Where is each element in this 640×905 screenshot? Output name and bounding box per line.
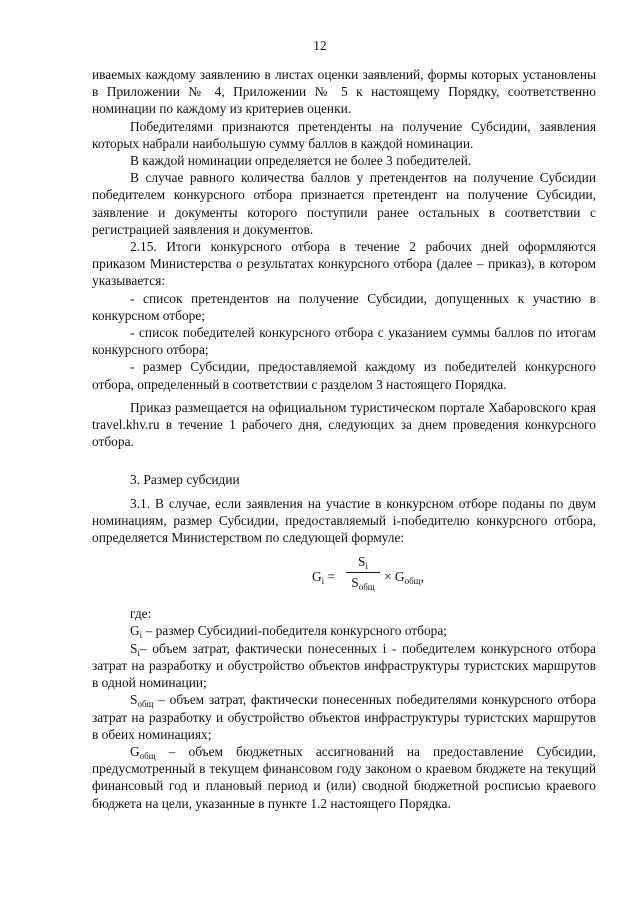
list-item-subsidy-size: - размер Субсидии, предоставляемой каждому из победителей конкурсного отбора, определенный в соответствии с разделом 3 настоящего Порядка. bbox=[92, 359, 596, 392]
paragraph-winners: Победителями признаются претенденты на получение Субсидии, заявления которых набрали наибольшую сумму баллов в каждой номинации. bbox=[92, 118, 596, 151]
formula-lhs: $G_i$ = bbox=[312, 569, 336, 587]
definition-s-total: $S_{общ}$ – объем затрат, фактически понесенных победителями конкурсного отбора затрат на разработку и обустройство объектов инфраструктуры туристских маршрутов в обеих номинациях; bbox=[92, 692, 596, 742]
document-body bbox=[92, 66, 596, 812]
paragraph-equal-points: В случае равного количества баллов у претендентов на получение Субсидии победителем конкурсного отбора признается претендент на получение Субсидии, заявление и документы которого поступили ранее остальных в соответствии с регистрацией заявления и документов. bbox=[92, 170, 596, 237]
subsidy-formula bbox=[92, 551, 596, 605]
where-label: где: bbox=[130, 606, 152, 622]
definition-g-i: $G_i$ – размер Субсидииi-победителя конкурсного отбора; bbox=[130, 623, 448, 641]
formula-fraction bbox=[346, 553, 380, 591]
page-number: 12 bbox=[313, 38, 327, 53]
paragraph-continuation: иваемых каждому заявлению в листах оценки заявлений, формы которых установлены в Приложении № 4, Приложении № 5 к настоящему Порядку, соответственно номинации по каждому из критериев оценки. bbox=[92, 67, 596, 117]
section-heading: 3. Размер субсидии bbox=[130, 472, 240, 488]
paragraph-3-1: 3.1. В случае, если заявления на участие в конкурсном отборе поданы по двум номинациям, размер Субсидии, предоставляемый i-победителю конкурсного отбора, определяется Министерством по следующей формуле: bbox=[92, 495, 596, 546]
formula-rhs: × $G_{общ}$, bbox=[384, 569, 424, 587]
paragraph-publication: Приказ размещается на официальном туристическом портале Хабаровского края travel.khv.ru в течение 1 рабочего дня, следующих за днем проведения конкурсного отбора. bbox=[92, 399, 596, 450]
paragraph-2-15: 2.15. Итоги конкурсного отбора в течение 2 рабочих дней оформляются приказом Министерства о результатах конкурсного отбора (далее – приказ), в котором указывается: bbox=[92, 239, 596, 289]
list-item-winners: - список победителей конкурсного отбора с указанием суммы баллов по итогам конкурсного отбора; bbox=[92, 325, 596, 358]
formula-denominator: $S_{общ}$ bbox=[351, 575, 375, 593]
fraction-bar bbox=[346, 572, 380, 573]
paragraph-max-winners: В каждой номинации определяется не более 3 победителей. bbox=[130, 153, 472, 169]
definition-s-i: $S_i-$ объем затрат, фактически понесенных i - победителем конкурсного отбора затрат на разработку и обустройство объектов инфраструктуры туристских маршрутов в одной номинации; bbox=[92, 640, 596, 691]
list-item-applicants: - список претендентов на получение Субсидии, допущенных к участию в конкурсном отборе; bbox=[92, 290, 596, 323]
definition-g-total: $G_{общ}$ – объем бюджетных ассигнований на предоставление Субсидии, предусмотренный в текущем финансовом году законом о краевом бюджете на текущий финансовый год и плановый период и (или) сводной бюджетной росписью краевого бюджета на цели, указанные в пункте 1.2 настоящего Порядка. bbox=[92, 743, 596, 811]
formula-numerator: $S_i$ bbox=[358, 554, 368, 572]
